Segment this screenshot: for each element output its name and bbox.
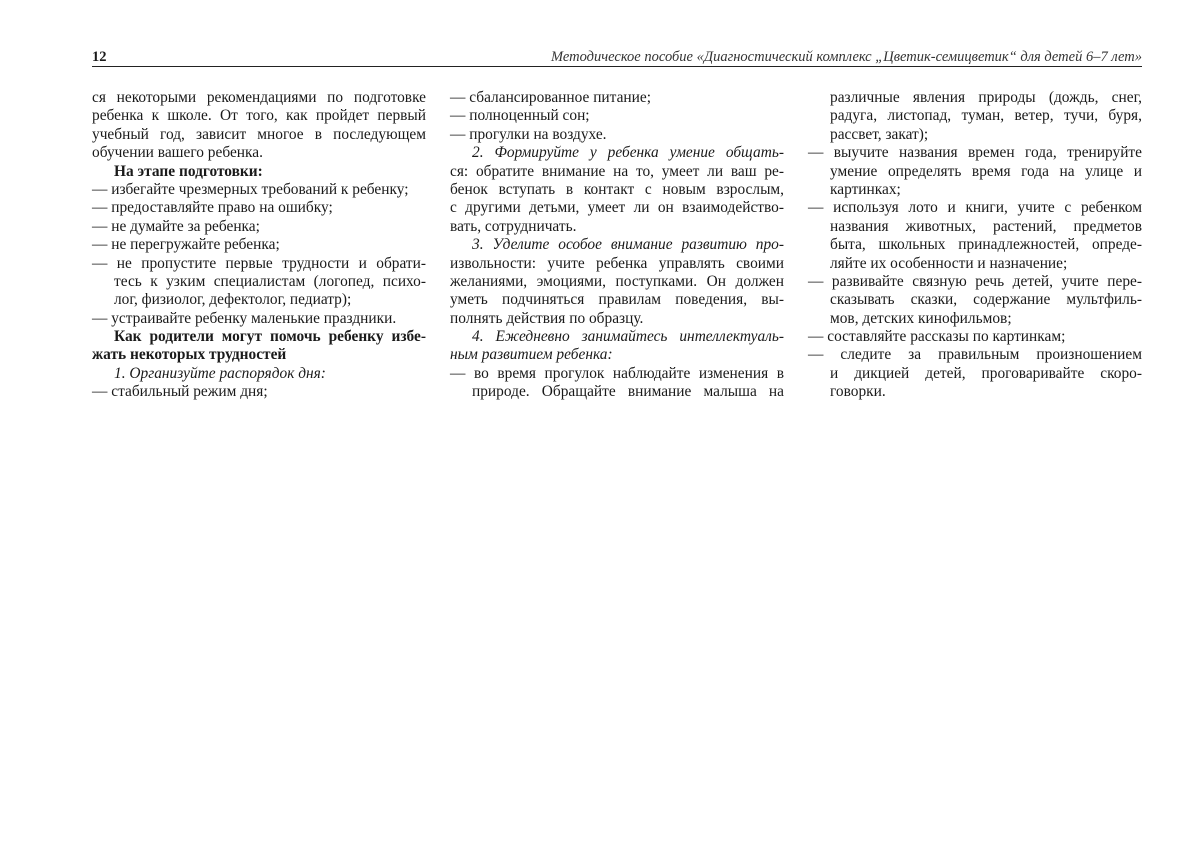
text-line: ляйте их особенности и назначение; xyxy=(830,254,1068,272)
text-line: — составляйте рассказы по картинкам; xyxy=(808,328,1066,346)
text-line: — устраивайте ребенку маленькие праздники. xyxy=(92,309,397,327)
text-line: радуга, листопад, туман, ветер, тучи, буря, xyxy=(830,107,1142,125)
text-line: вать, сотрудничать. xyxy=(450,217,577,235)
page-number: 12 xyxy=(92,49,107,65)
text-line: говорки. xyxy=(830,383,886,401)
text-line: лог, физиолог, дефектолог, педиатр); xyxy=(114,291,352,309)
text-line: Как родители могут помочь ребенку избе- xyxy=(114,328,426,346)
text-column-1 xyxy=(92,89,426,402)
text-line: уметь подчиняться правилам поведения, вы- xyxy=(450,291,784,309)
text-line: картинках; xyxy=(830,180,901,198)
text-line: 4. Ежедневно занимайтесь интеллектуаль- xyxy=(472,328,784,346)
text-line: полнять действия по образцу. xyxy=(450,309,644,327)
text-line: учебный год, зависит многое в последующем xyxy=(92,125,426,143)
text-line: ребенка к школе. От того, как пройдет первый xyxy=(92,107,426,125)
text-line: различные явления природы (дождь, снег, xyxy=(830,89,1142,106)
text-line: названия животных, растений, предметов xyxy=(830,217,1142,235)
text-line: ся некоторыми рекомендациями по подготовке xyxy=(92,89,426,106)
text-line: — не пропустите первые трудности и обрати- xyxy=(92,254,426,272)
text-line: рассвет, закат); xyxy=(830,125,929,143)
text-column-2 xyxy=(450,89,784,402)
text-line: с другими детьми, умеет ли он взаимодейство- xyxy=(450,199,784,217)
text-columns xyxy=(92,89,1142,402)
text-line: желаниями, эмоциями, поступками. Он должен xyxy=(450,272,784,290)
text-line: — предоставляйте право на ошибку; xyxy=(92,199,333,217)
text-line: бенок вступать в контакт с новым взрослым, xyxy=(450,180,784,198)
text-line: быта, школьных принадлежностей, опреде- xyxy=(830,236,1142,254)
text-line: тесь к узким специалистам (логопед, психо- xyxy=(114,272,426,290)
text-column-3 xyxy=(808,89,1142,402)
text-line: 3. Уделите особое внимание развитию про- xyxy=(472,236,784,254)
text-line: умение определять время года на улице и xyxy=(830,162,1142,180)
text-line: — прогулки на воздухе. xyxy=(450,125,607,143)
text-line: — сбалансированное питание; xyxy=(450,89,651,106)
text-line: — используя лото и книги, учите с ребенком xyxy=(808,199,1142,217)
text-line: жать некоторых трудностей xyxy=(92,346,287,364)
text-line: — не думайте за ребенка; xyxy=(92,217,260,235)
text-line: ным развитием ребенка: xyxy=(450,346,613,364)
page-header xyxy=(92,44,1142,67)
text-line: извольности: учите ребенка управлять своими xyxy=(450,254,784,272)
text-line: ся: обратите внимание на то, умеет ли ваш ре- xyxy=(450,162,784,180)
text-line: — развивайте связную речь детей, учите пере- xyxy=(808,272,1142,290)
text-line: мов, детских кинофильмов; xyxy=(830,309,1012,327)
text-line: сказывать сказки, содержание мультфиль- xyxy=(830,291,1142,309)
text-line: — во время прогулок наблюдайте изменения в xyxy=(450,364,784,382)
text-line: обучении вашего ребенка. xyxy=(92,144,263,162)
text-line: природе. Обращайте внимание малыша на xyxy=(472,383,784,401)
running-title: Методическое пособие «Диагностический комплекс „Цветик-семицветик“ для детей 6–7 лет» xyxy=(551,49,1142,65)
text-line: На этапе подготовки: xyxy=(114,162,263,180)
text-line: и дикцией детей, проговаривайте скоро- xyxy=(830,364,1142,382)
text-line: — выучите названия времен года, тренируйте xyxy=(808,144,1142,162)
text-line: 1. Организуйте распорядок дня: xyxy=(114,364,326,382)
text-line: 2. Формируйте у ребенка умение общать- xyxy=(472,144,784,162)
text-line: — избегайте чрезмерных требований к ребенку; xyxy=(92,180,409,198)
text-line: — полноценный сон; xyxy=(450,107,590,125)
text-line: — следите за правильным произношением xyxy=(808,346,1142,364)
text-line: — стабильный режим дня; xyxy=(92,383,268,401)
text-line: — не перегружайте ребенка; xyxy=(92,236,280,254)
